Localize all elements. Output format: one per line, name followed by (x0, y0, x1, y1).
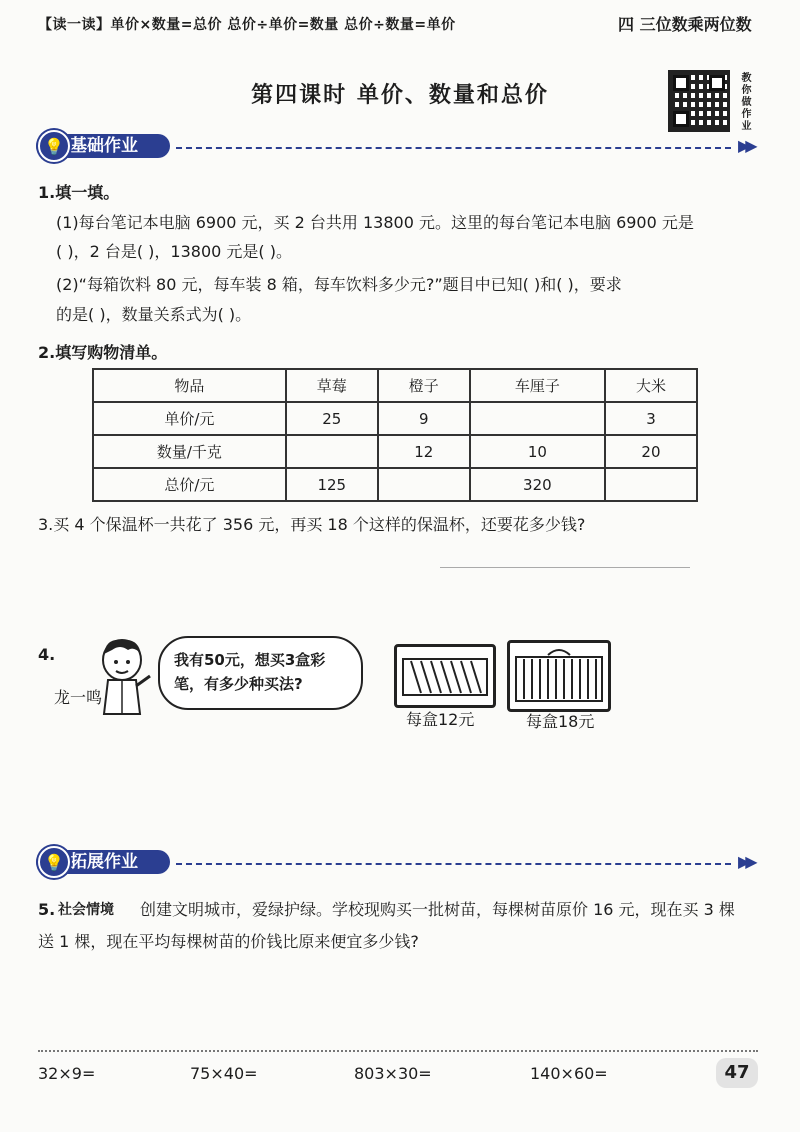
qr-finder-icon (709, 75, 725, 91)
table-cell: 总价/元 (93, 468, 286, 501)
qr-finder-icon (673, 75, 689, 91)
answer-line (440, 567, 690, 568)
table-cell: 单价/元 (93, 402, 286, 435)
qr-finder-icon (673, 111, 689, 127)
q2-heading: 2.填写购物清单。 (38, 343, 168, 362)
shopping-list-table (92, 368, 698, 502)
table-cell: 9 (378, 402, 470, 435)
lesson-title: 第四课时 单价、数量和总价 (251, 83, 549, 108)
table-cell: 320 (470, 468, 605, 501)
double-arrow-icon: ▶▶ (738, 852, 753, 871)
speech-bubble (158, 636, 363, 710)
bubble-text: 笔，有多少种买法? (174, 675, 303, 693)
lightbulb-icon: 💡 (38, 130, 70, 162)
table-cell: 25 (286, 402, 378, 435)
oral-calc: 75×40= (190, 1064, 258, 1083)
banner-divider (176, 147, 731, 149)
bubble-text: 我有50元，想买3盒彩 (174, 651, 326, 669)
table-cell: 12 (378, 435, 470, 468)
qr-caption: 教你做作业 (739, 72, 750, 132)
q5-line: 送 1 棵，现在平均每棵树苗的价钱比原来便宜多少钱? (38, 932, 419, 951)
table-cell: 125 (286, 468, 378, 501)
footer-divider (38, 1050, 758, 1052)
q3-text: 3.买 4 个保温杯一共花了 356 元，再买 18 个这样的保温杯，还要花多少钱? (38, 515, 586, 534)
page-number: 47 (716, 1058, 758, 1088)
table-header-cell: 草莓 (286, 369, 378, 402)
q1-line: (2)“每箱饮料 80 元，每车装 8 箱，每车饮料多少元?”题目中已知( )和( )，要求 (56, 275, 622, 294)
q1-line: ( )，2 台是( )，13800 元是( )。 (56, 242, 292, 261)
table-cell (605, 468, 697, 501)
q1-heading: 1.填一填。 (38, 183, 120, 202)
table-header-row (93, 369, 697, 402)
table-header-cell: 大米 (605, 369, 697, 402)
q4-number: 4. (38, 645, 56, 664)
speaker-name: 龙一鸣 (54, 688, 103, 707)
table-header-cell: 橙子 (378, 369, 470, 402)
table-row (93, 435, 697, 468)
q5-number: 5. (38, 900, 56, 919)
oral-calc: 140×60= (530, 1064, 608, 1083)
pen-box-18-icon (507, 640, 611, 712)
table-cell: 10 (470, 435, 605, 468)
oral-calc: 803×30= (354, 1064, 432, 1083)
lightbulb-icon: 💡 (38, 846, 70, 878)
table-header-cell: 车厘子 (470, 369, 605, 402)
q1-line: (1)每台笔记本电脑 6900 元，买 2 台共用 13800 元。这里的每台笔记本电脑 6900 元是 (56, 213, 694, 232)
section-title: 基础作业 (36, 134, 170, 158)
q5-line: 创建文明城市，爱绿护绿。学校现购买一批树苗，每棵树苗原价 16 元，现在买 3 棵 (140, 900, 735, 919)
reading-formula-strip: 【读一读】单价×数量=总价 总价÷单价=数量 总价÷数量=单价 (38, 17, 456, 33)
table-cell: 20 (605, 435, 697, 468)
price-label: 每盒18元 (526, 712, 595, 731)
table-header-cell: 物品 (93, 369, 286, 402)
double-arrow-icon: ▶▶ (738, 136, 753, 155)
oral-calc: 32×9= (38, 1064, 96, 1083)
table-cell (378, 468, 470, 501)
table-cell: 数量/千克 (93, 435, 286, 468)
context-tag: 社会情境 (58, 902, 114, 918)
table-row (93, 468, 697, 501)
table-cell: 3 (605, 402, 697, 435)
unit-label: 四 三位数乘两位数 (618, 15, 752, 34)
table-cell (286, 435, 378, 468)
section-title: 拓展作业 (36, 850, 170, 874)
table-row (93, 402, 697, 435)
table-cell (470, 402, 605, 435)
banner-divider (176, 863, 731, 865)
price-label: 每盒12元 (406, 710, 475, 729)
pen-box-12-icon (394, 644, 496, 708)
qr-code-icon[interactable] (668, 70, 730, 132)
q1-line: 的是( )，数量关系式为( )。 (56, 305, 252, 324)
